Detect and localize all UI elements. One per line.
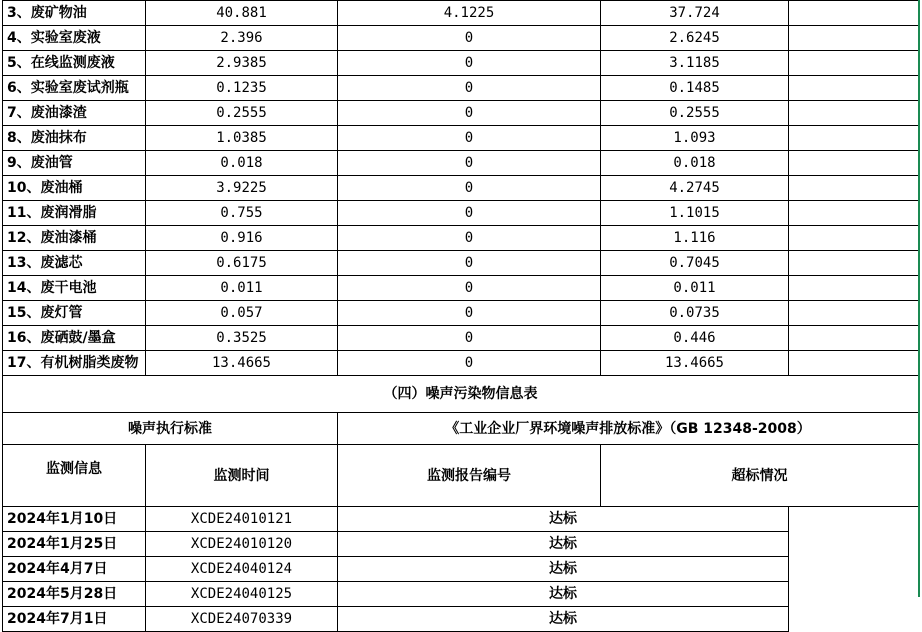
waste-value-d-cell	[789, 301, 919, 326]
noise-standard-value: 《工业企业厂界环境噪声排放标准》（GB 12348-2008）	[338, 413, 919, 445]
noise-standard-label: 噪声执行标准	[3, 413, 338, 445]
waste-and-noise-table	[2, 0, 919, 632]
waste-value-b-cell: 0	[338, 226, 601, 251]
waste-value-b-cell: 0	[338, 301, 601, 326]
waste-value-d-cell	[789, 151, 919, 176]
waste-name-cell: 8、废油抹布	[3, 126, 146, 151]
noise-report-number-cell: XCDE24070339	[146, 607, 338, 632]
waste-value-a-cell: 2.9385	[146, 51, 338, 76]
noise-monitor-time-cell: 2024年1月10日	[3, 507, 146, 532]
waste-value-b-cell: 0	[338, 276, 601, 301]
waste-value-b-cell: 0	[338, 26, 601, 51]
waste-value-a-cell: 0.755	[146, 201, 338, 226]
waste-value-c-cell: 0.1485	[601, 76, 789, 101]
waste-name-cell: 13、废滤芯	[3, 251, 146, 276]
noise-standard-row	[3, 413, 919, 445]
waste-value-c-cell: 1.1015	[601, 201, 789, 226]
waste-value-a-cell: 0.018	[146, 151, 338, 176]
waste-value-b-cell: 0	[338, 351, 601, 376]
waste-value-b-cell: 0	[338, 176, 601, 201]
header-monitor-time: 监测时间	[146, 445, 338, 507]
waste-value-c-cell: 1.116	[601, 226, 789, 251]
waste-value-c-cell: 0.7045	[601, 251, 789, 276]
waste-value-a-cell: 13.4665	[146, 351, 338, 376]
noise-monitor-time-cell: 2024年5月28日	[3, 582, 146, 607]
noise-record-row	[3, 607, 919, 632]
waste-row	[3, 326, 919, 351]
waste-value-c-cell: 0.446	[601, 326, 789, 351]
waste-value-a-cell: 0.1235	[146, 76, 338, 101]
waste-name-cell: 9、废油管	[3, 151, 146, 176]
waste-row	[3, 351, 919, 376]
noise-record-row	[3, 507, 919, 532]
right-edge-border	[918, 0, 920, 597]
waste-name-cell: 4、实验室废液	[3, 26, 146, 51]
waste-value-c-cell: 0.0735	[601, 301, 789, 326]
noise-status-cell: 达标	[338, 582, 789, 607]
waste-value-a-cell: 1.0385	[146, 126, 338, 151]
waste-row	[3, 201, 919, 226]
waste-value-c-cell: 4.2745	[601, 176, 789, 201]
waste-value-d-cell	[789, 26, 919, 51]
waste-value-d-cell	[789, 326, 919, 351]
header-exceed-status: 超标情况	[601, 445, 919, 507]
waste-value-b-cell: 0	[338, 126, 601, 151]
waste-value-a-cell: 2.396	[146, 26, 338, 51]
monitor-info-label: 监测信息	[3, 445, 146, 507]
waste-row	[3, 76, 919, 101]
waste-row	[3, 301, 919, 326]
waste-name-cell: 17、有机树脂类废物	[3, 351, 146, 376]
noise-status-cell: 达标	[338, 532, 789, 557]
waste-name-cell: 15、废灯管	[3, 301, 146, 326]
noise-header-row	[3, 445, 919, 507]
waste-value-c-cell: 1.093	[601, 126, 789, 151]
noise-report-number-cell: XCDE24010120	[146, 532, 338, 557]
waste-value-d-cell	[789, 226, 919, 251]
noise-report-number-cell: XCDE24040124	[146, 557, 338, 582]
waste-value-a-cell: 0.916	[146, 226, 338, 251]
waste-value-d-cell	[789, 76, 919, 101]
waste-name-cell: 12、废油漆桶	[3, 226, 146, 251]
waste-row	[3, 26, 919, 51]
waste-value-a-cell: 0.057	[146, 301, 338, 326]
waste-value-d-cell	[789, 176, 919, 201]
waste-value-b-cell: 0	[338, 101, 601, 126]
waste-value-a-cell: 40.881	[146, 1, 338, 26]
waste-row	[3, 151, 919, 176]
noise-record-row	[3, 532, 919, 557]
noise-status-cell: 达标	[338, 507, 789, 532]
waste-name-cell: 11、废润滑脂	[3, 201, 146, 226]
waste-value-a-cell: 0.3525	[146, 326, 338, 351]
waste-name-cell: 3、废矿物油	[3, 1, 146, 26]
waste-row	[3, 226, 919, 251]
waste-value-d-cell	[789, 251, 919, 276]
waste-name-cell: 14、废干电池	[3, 276, 146, 301]
noise-status-cell: 达标	[338, 557, 789, 582]
waste-name-cell: 16、废硒鼓/墨盒	[3, 326, 146, 351]
waste-row	[3, 126, 919, 151]
waste-row	[3, 176, 919, 201]
noise-status-cell: 达标	[338, 607, 789, 632]
waste-row	[3, 51, 919, 76]
waste-value-d-cell	[789, 126, 919, 151]
waste-row	[3, 1, 919, 26]
waste-value-d-cell	[789, 51, 919, 76]
waste-value-d-cell	[789, 101, 919, 126]
waste-value-c-cell: 2.6245	[601, 26, 789, 51]
waste-name-cell: 5、在线监测废液	[3, 51, 146, 76]
waste-value-c-cell: 0.011	[601, 276, 789, 301]
waste-value-b-cell: 0	[338, 76, 601, 101]
waste-value-b-cell: 0	[338, 326, 601, 351]
noise-monitor-time-cell: 2024年7月1日	[3, 607, 146, 632]
waste-value-b-cell: 4.1225	[338, 1, 601, 26]
noise-monitor-time-cell: 2024年1月25日	[3, 532, 146, 557]
noise-section-title: （四）噪声污染物信息表	[3, 376, 919, 413]
waste-row	[3, 251, 919, 276]
waste-value-a-cell: 3.9225	[146, 176, 338, 201]
noise-record-row	[3, 582, 919, 607]
waste-row	[3, 101, 919, 126]
waste-name-cell: 10、废油桶	[3, 176, 146, 201]
waste-value-b-cell: 0	[338, 51, 601, 76]
header-report-number: 监测报告编号	[338, 445, 601, 507]
waste-value-c-cell: 37.724	[601, 1, 789, 26]
waste-value-c-cell: 0.2555	[601, 101, 789, 126]
waste-name-cell: 6、实验室废试剂瓶	[3, 76, 146, 101]
noise-monitor-time-cell: 2024年4月7日	[3, 557, 146, 582]
waste-value-d-cell	[789, 1, 919, 26]
waste-value-d-cell	[789, 351, 919, 376]
waste-name-cell: 7、废油漆渣	[3, 101, 146, 126]
waste-value-b-cell: 0	[338, 151, 601, 176]
waste-value-c-cell: 3.1185	[601, 51, 789, 76]
waste-value-c-cell: 0.018	[601, 151, 789, 176]
waste-row	[3, 276, 919, 301]
noise-report-number-cell: XCDE24010121	[146, 507, 338, 532]
noise-report-number-cell: XCDE24040125	[146, 582, 338, 607]
waste-value-a-cell: 0.011	[146, 276, 338, 301]
noise-record-row	[3, 557, 919, 582]
waste-value-d-cell	[789, 201, 919, 226]
waste-value-b-cell: 0	[338, 201, 601, 226]
waste-value-b-cell: 0	[338, 251, 601, 276]
waste-value-d-cell	[789, 276, 919, 301]
waste-value-a-cell: 0.2555	[146, 101, 338, 126]
waste-value-a-cell: 0.6175	[146, 251, 338, 276]
waste-value-c-cell: 13.4665	[601, 351, 789, 376]
noise-section-title-row	[3, 376, 919, 413]
